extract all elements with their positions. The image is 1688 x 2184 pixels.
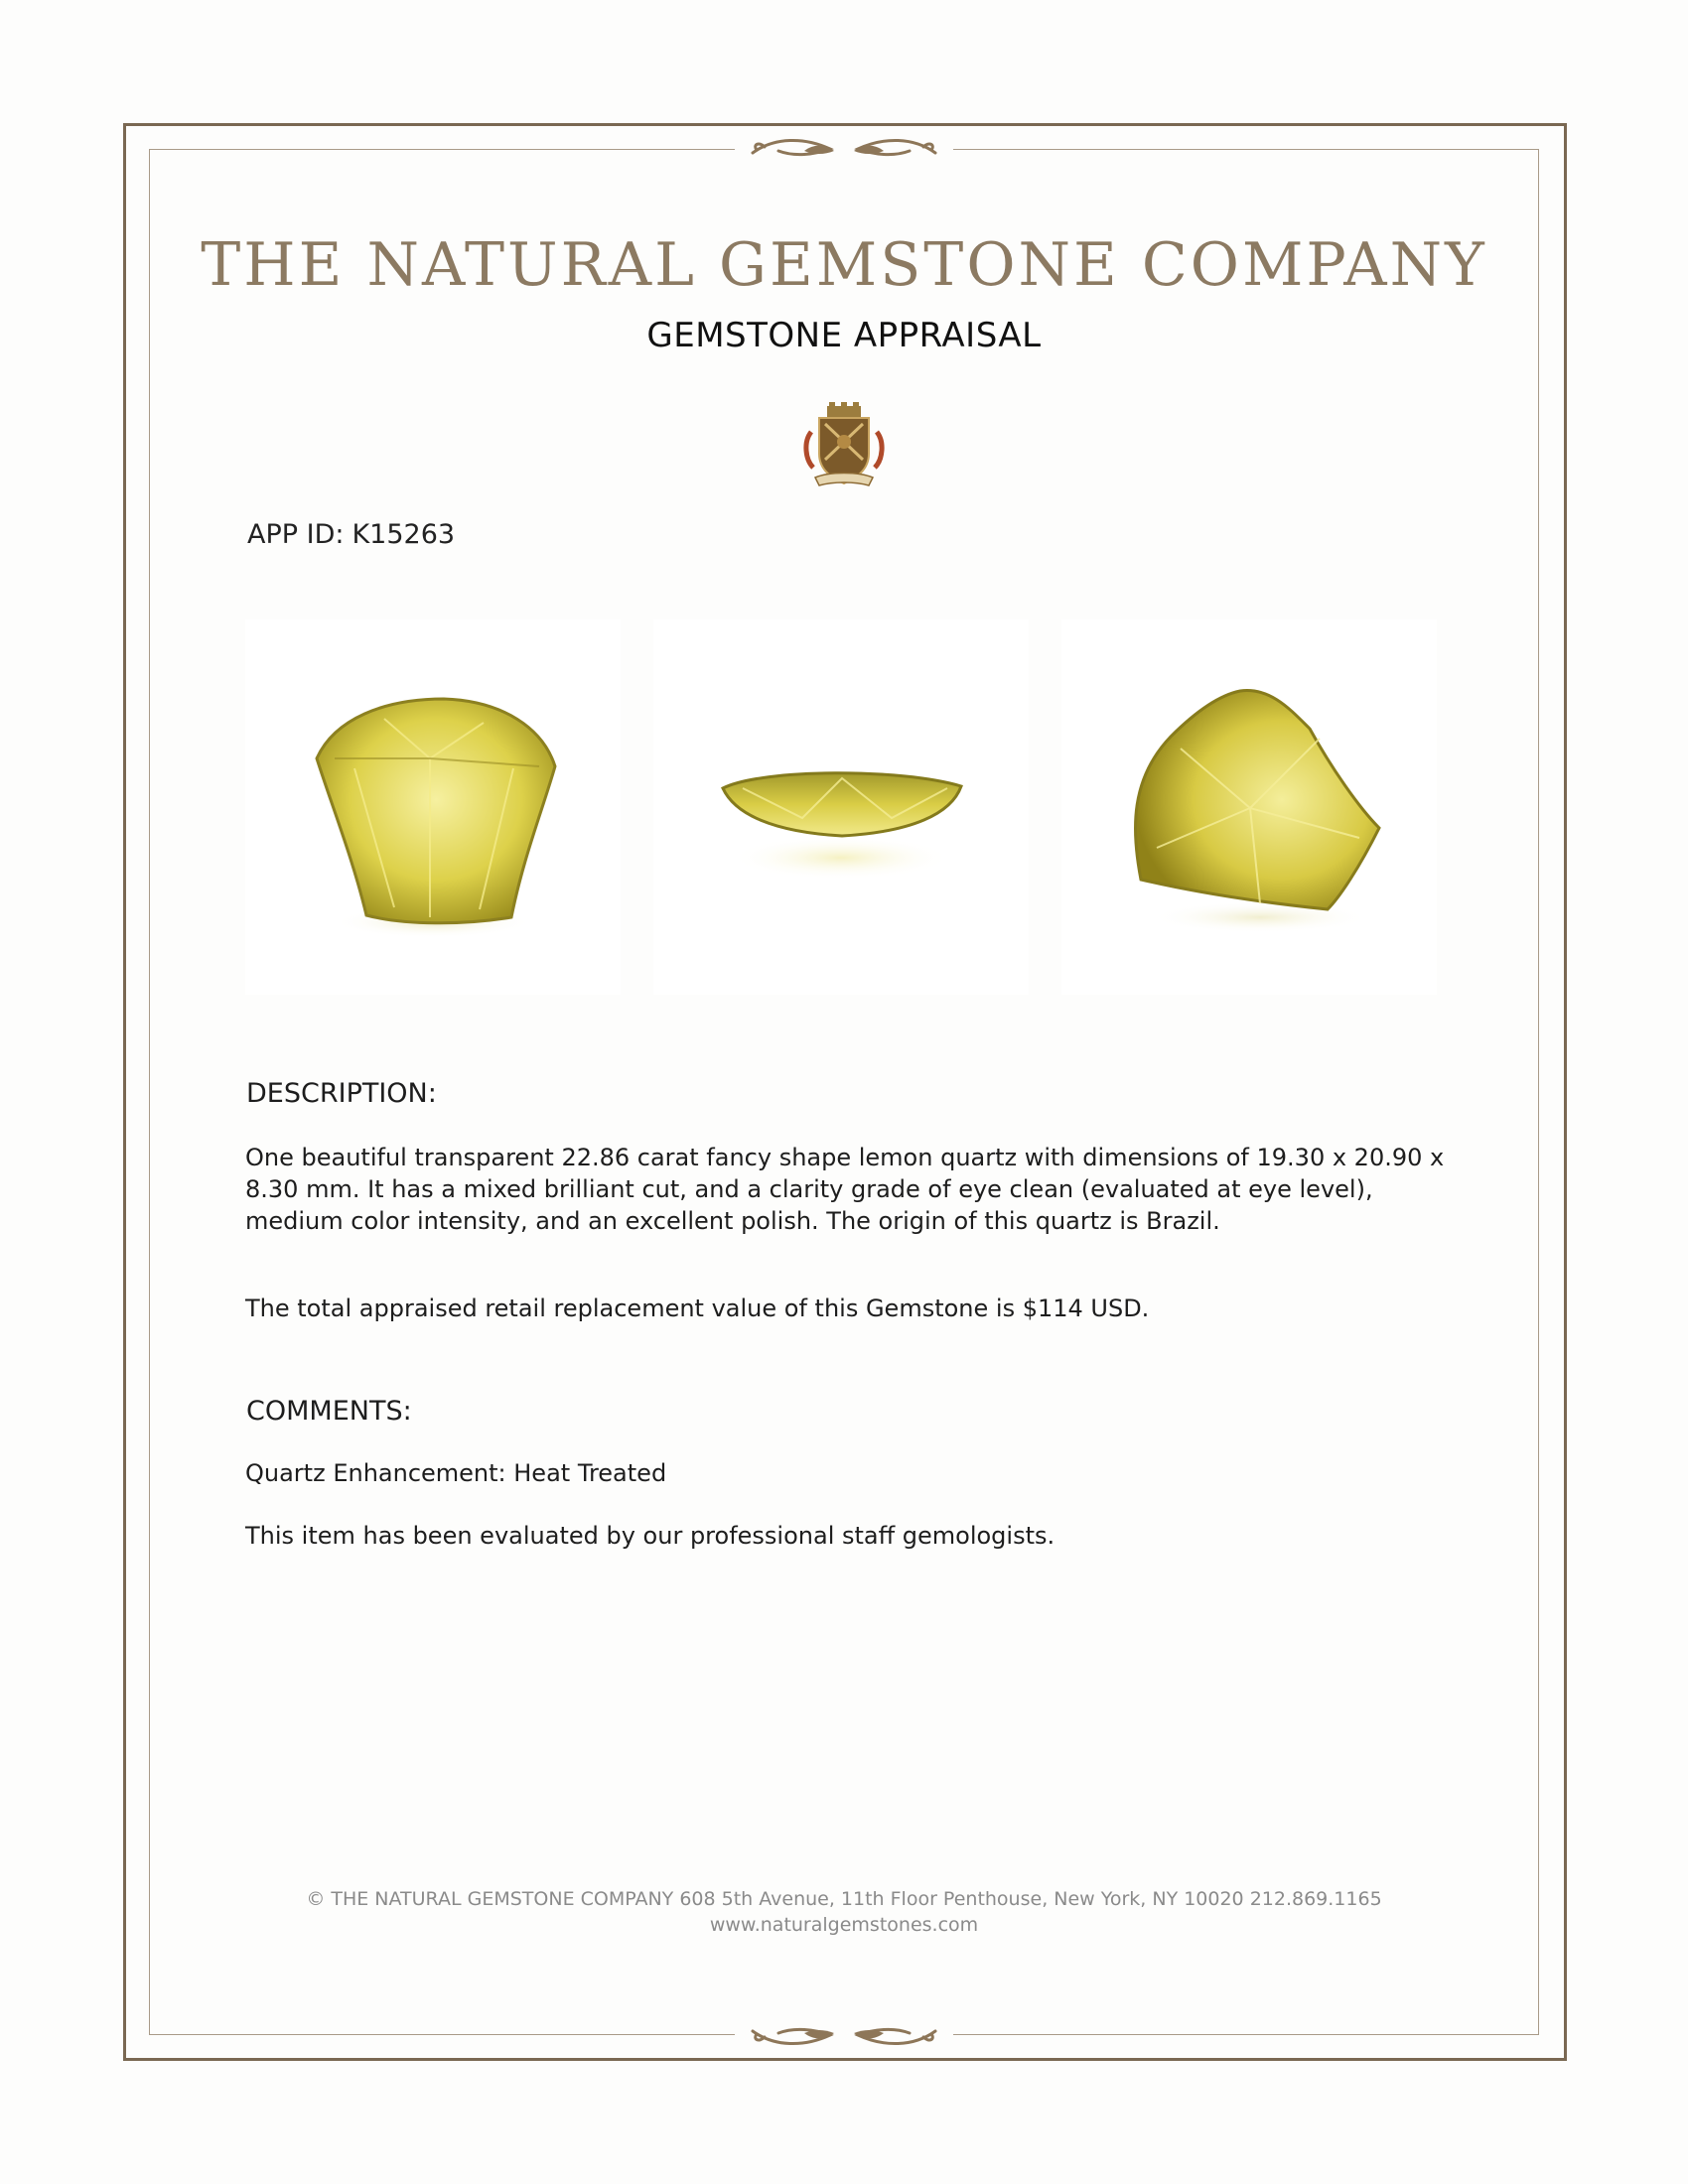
app-id bbox=[247, 519, 455, 550]
top-flourish-icon bbox=[735, 131, 953, 167]
evaluation-comment: This item has been evaluated by our professional staff gemologists. bbox=[245, 1522, 1055, 1550]
gemstone-photo-side bbox=[653, 619, 1029, 995]
gemstone-photo-top bbox=[245, 619, 621, 995]
footer-website-link[interactable]: www.naturalgemstones.com bbox=[709, 1914, 979, 1936]
gemstone-top-view-icon bbox=[245, 619, 621, 995]
gemstone-side-view-icon bbox=[653, 619, 1029, 995]
company-name: THE NATURAL GEMSTONE COMPANY bbox=[201, 230, 1487, 300]
appraised-value-statement: The total appraised retail replacement value of this Gemstone is $114 USD. bbox=[245, 1295, 1150, 1322]
gemstone-angled-view-icon bbox=[1061, 619, 1437, 995]
comments-heading: COMMENTS: bbox=[246, 1396, 412, 1427]
app-id-value: K15263 bbox=[352, 519, 456, 550]
document-title: GEMSTONE APPRAISAL bbox=[646, 316, 1042, 355]
description-heading: DESCRIPTION: bbox=[246, 1078, 437, 1109]
gemstone-photo-angled bbox=[1061, 619, 1437, 995]
app-id-label: APP ID: bbox=[247, 519, 345, 550]
enhancement-comment: Quartz Enhancement: Heat Treated bbox=[245, 1459, 667, 1487]
footer-address: © THE NATURAL GEMSTONE COMPANY 608 5th Avenue, 11th Floor Penthouse, New York, NY 10020 212.869.1165 bbox=[306, 1888, 1382, 1910]
heraldic-crest-icon bbox=[799, 402, 889, 493]
bottom-flourish-icon bbox=[735, 2017, 953, 2053]
description-text: One beautiful transparent 22.86 carat fancy shape lemon quartz with dimensions of 19.30 x 20.90 x 8.30 mm. It has a mixed brilliant cut, and a clarity grade of eye clean (evaluated at eye level), medium color intensity, and an excellent polish. The origin of this quartz is Brazil. bbox=[245, 1144, 1445, 1235]
